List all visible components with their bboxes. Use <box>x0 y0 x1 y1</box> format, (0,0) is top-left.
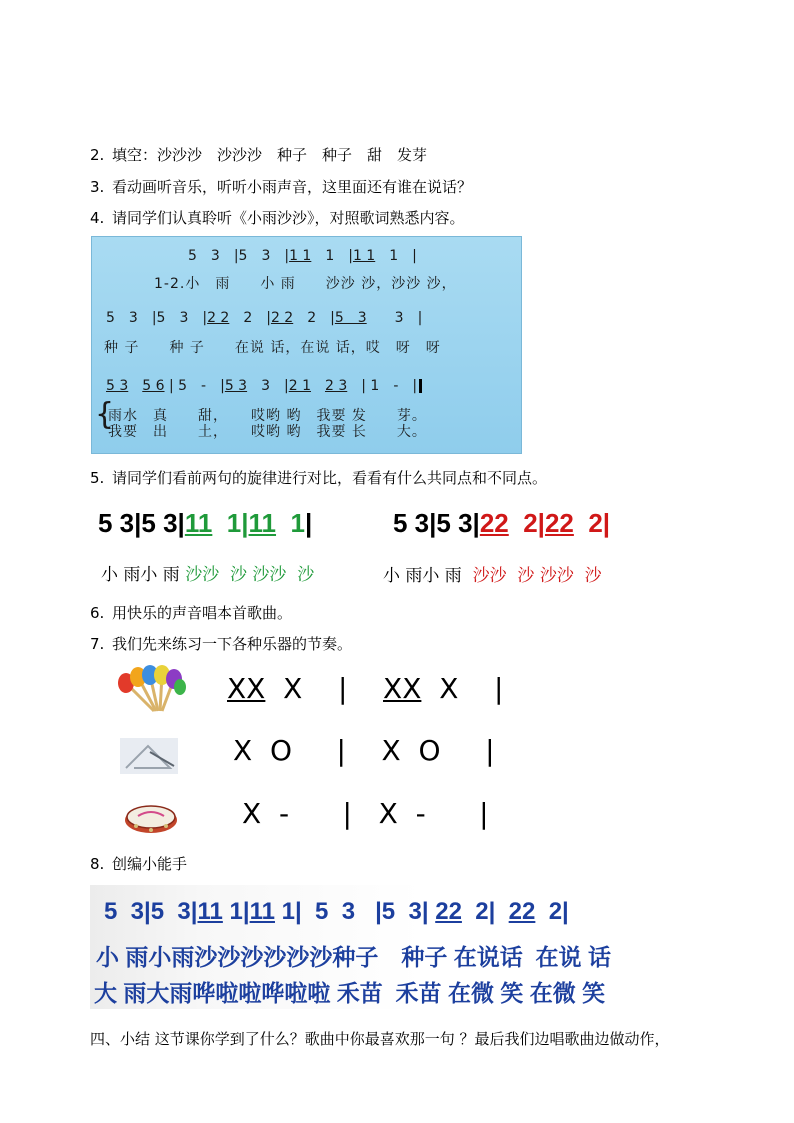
line-6: 6. 用快乐的声音唱本首歌曲。 <box>90 604 293 622</box>
score-row-2: 5 3 |5 3 |2 2 2 |2 2 2 |5 3 3 | <box>106 310 423 326</box>
lyric-brace: { <box>95 397 115 432</box>
line-2: 2. 填空：沙沙沙 沙沙沙 种子 种子 甜 发芽 <box>90 146 428 164</box>
tambourine-icon <box>122 800 180 836</box>
line-3: 3. 看动画听音乐，听听小雨声音，这里面还有谁在说话？ <box>90 178 473 196</box>
triangle-icon <box>120 738 178 774</box>
maracas-rhythm: XX X | XX X | <box>227 672 504 705</box>
score-row-3: 5 3 5 6 | 5 - |5 3 3 |2 1 2 3 | 1 - | <box>106 375 422 395</box>
score-lyric-1: 1-2.小 雨 小 雨 沙沙 沙，沙沙 沙， <box>154 276 457 292</box>
tambourine-rhythm: X - | X - | <box>242 797 489 830</box>
score-lyric-2: 种 子 种 子 在说 话，在说 话，哎 呀 呀 <box>104 340 441 356</box>
triangle-rhythm: X O | X O | <box>233 734 495 767</box>
create-lyric-2: 大 雨大雨哗啦啦哗啦啦 禾苗 禾苗 在微 笑 在微 笑 <box>94 980 606 1006</box>
score-lyric-3a: 雨水 真 甜， 哎哟 哟 我要 发 芽。 <box>108 408 427 424</box>
score-lyric-3b: 我要 出 土， 哎哟 哟 我要 长 大。 <box>108 424 427 440</box>
line-4: 4. 请同学们认真聆听《小雨沙沙》，对照歌词熟悉内容。 <box>90 209 465 227</box>
compare-left-notes: 5 3|5 3|11 1|11 1| <box>98 508 313 538</box>
maracas-icon <box>114 665 188 717</box>
create-lyric-1: 小 雨小雨沙沙沙沙沙沙种子 种子 在说话 在说 话 <box>96 944 611 970</box>
summary: 四、小结 这节课你学到了什么？歌曲中你最喜欢那一句 ？最后我们边唱歌曲边做动作， <box>90 1030 670 1048</box>
create-notes: 5 3|5 3|11 1|11 1| 5 3 |5 3| 22 2| 22 2| <box>104 898 569 925</box>
line-5: 5. 请同学们看前两句的旋律进行对比，看看有什么共同点和不同点。 <box>90 469 548 487</box>
line-8: 8. 创编小能手 <box>90 855 188 873</box>
compare-right-notes: 5 3|5 3|22 2|22 2| <box>393 508 611 538</box>
score-row-1: 5 3 |5 3 |1 1 1 |1 1 1 | <box>188 248 417 264</box>
compare-left-lyric: 小 雨小 雨 沙沙 沙 沙沙 沙 <box>101 565 315 585</box>
song-score <box>91 236 522 454</box>
line-7: 7. 我们先来练习一下各种乐器的节奏。 <box>90 635 353 653</box>
compare-right-lyric: 小 雨小 雨 沙沙 沙 沙沙 沙 <box>383 566 602 586</box>
